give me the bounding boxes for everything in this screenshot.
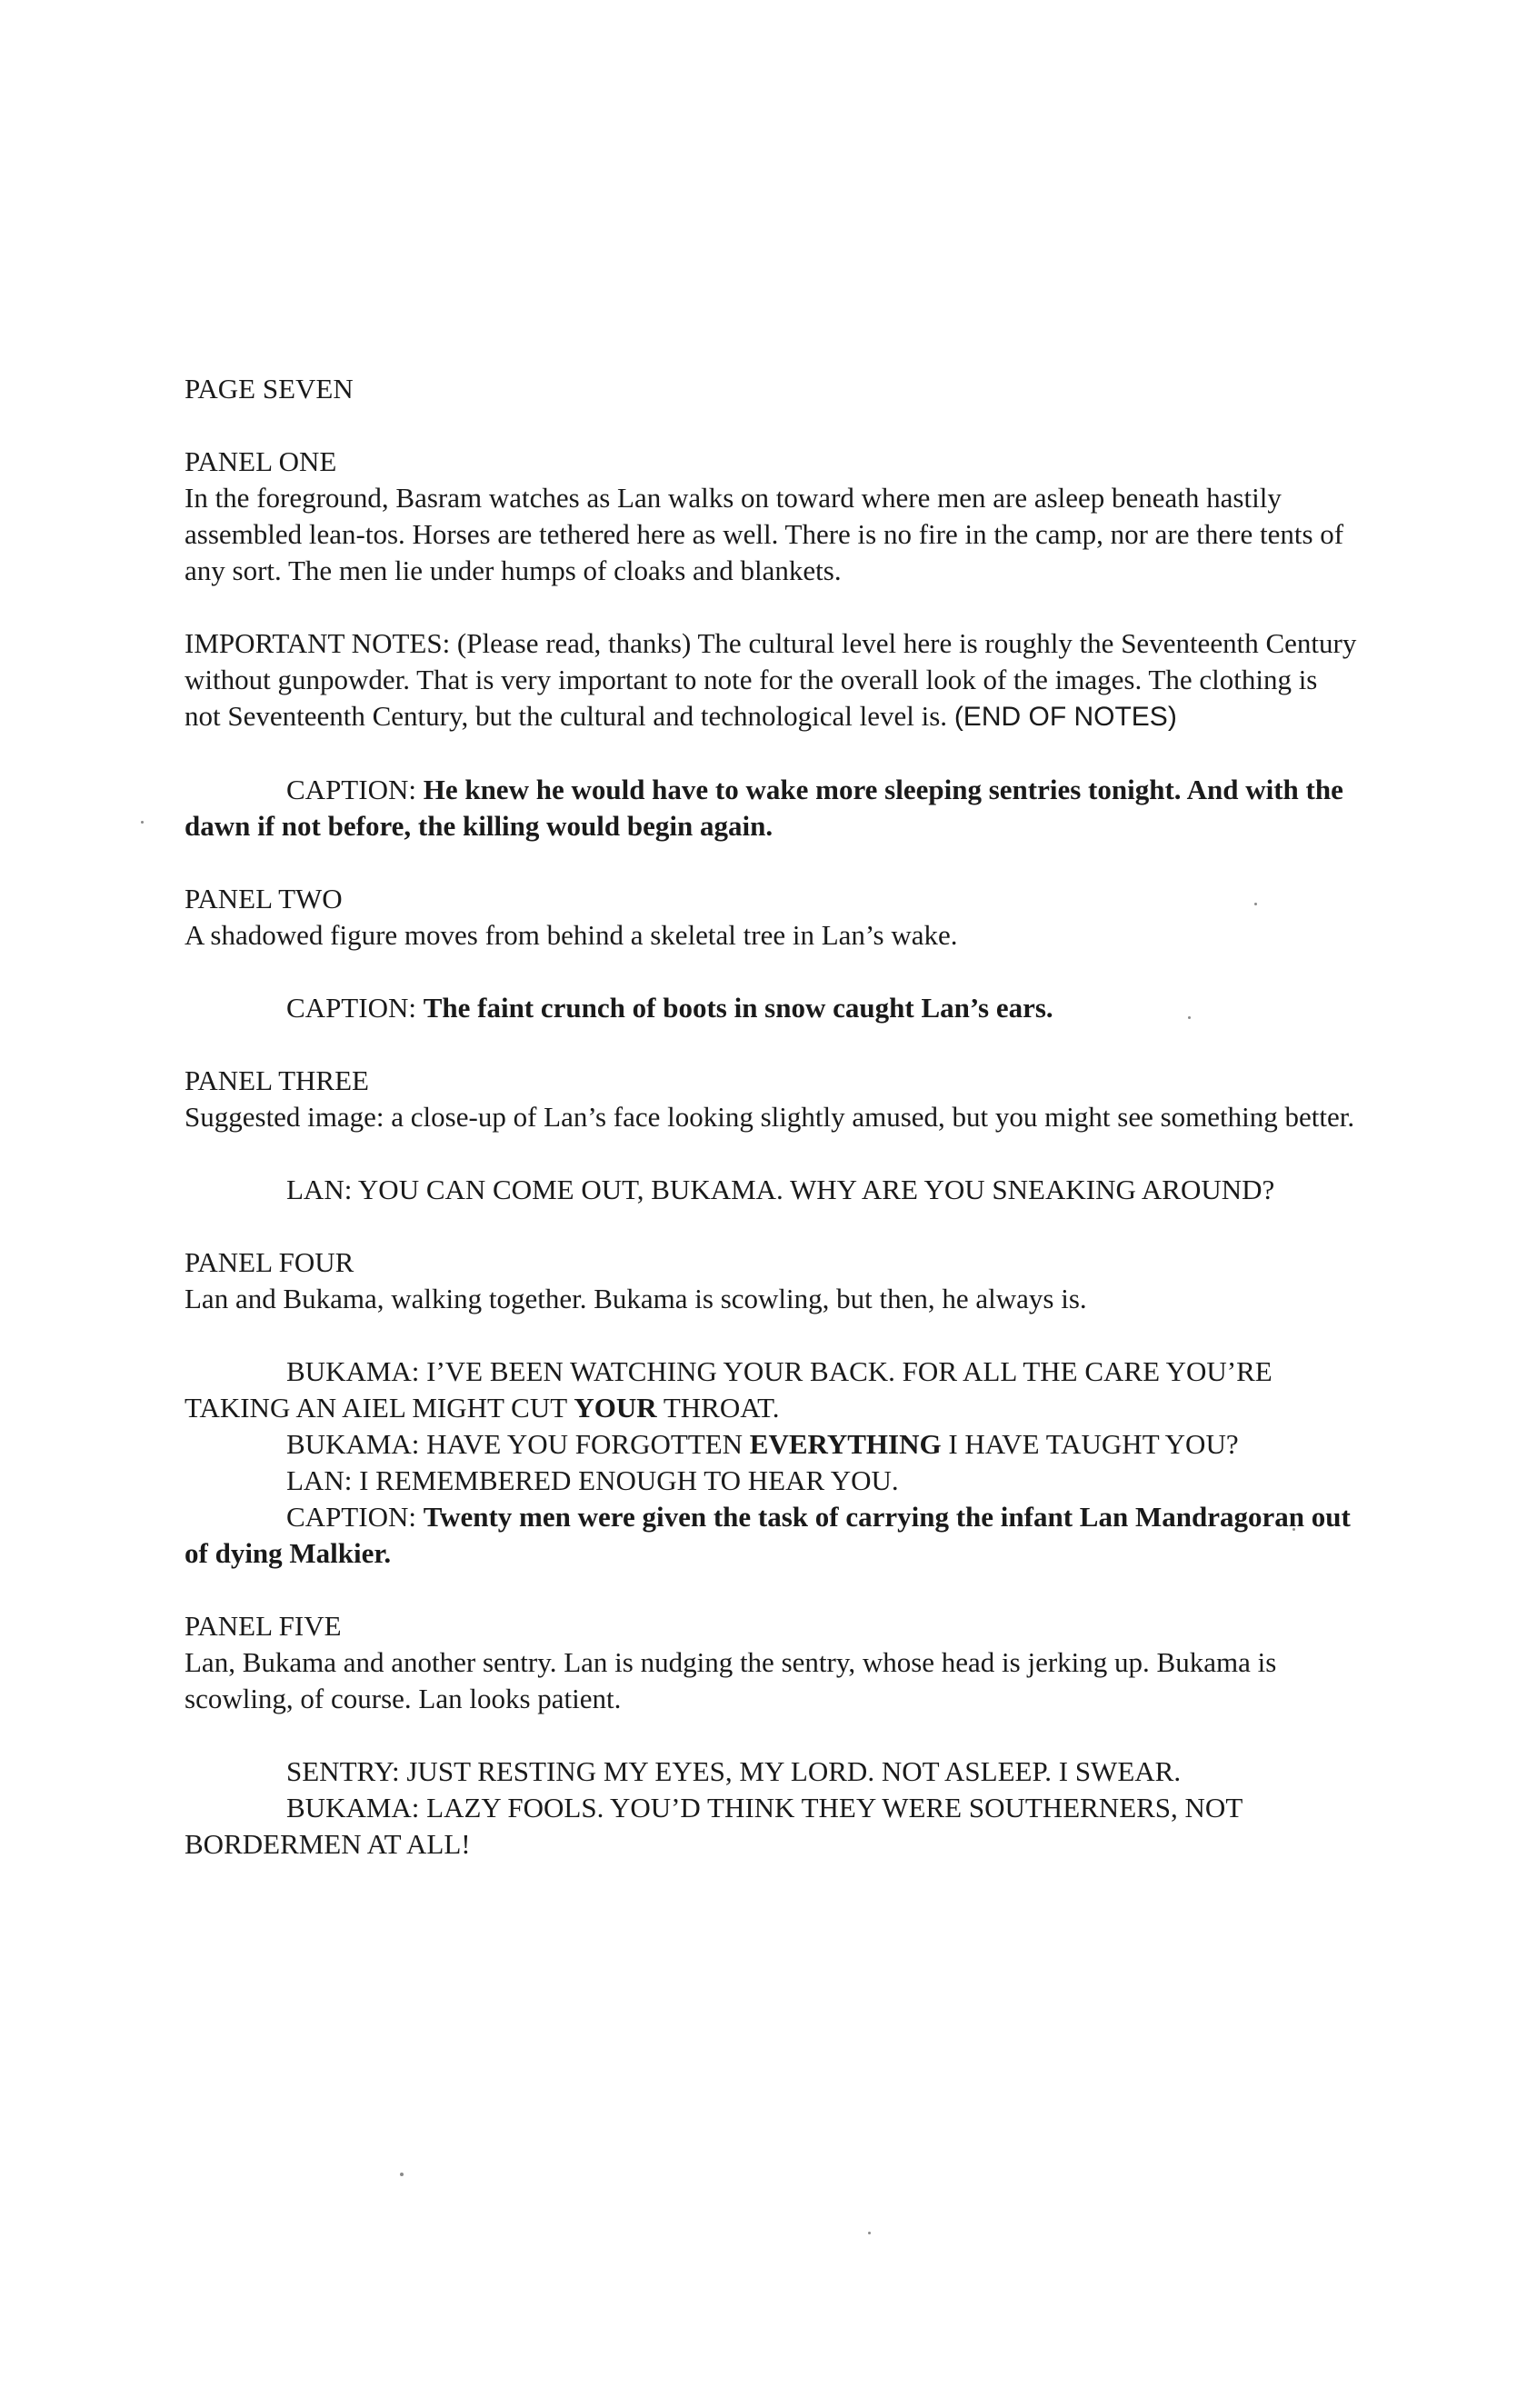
panel-three-description: Suggested image: a close-up of Lan’s face looking slightly amused, but you might see something better. [185,1101,1355,1133]
panel-three-heading: PANEL THREE [185,1064,369,1096]
panel-four-dialogue-3: LAN: I REMEMBERED ENOUGH TO HEAR YOU. [286,1464,899,1496]
panel-two-caption [185,990,1357,1026]
caption-text: Twenty men were given the task of carrying the infant Lan Mandragoran out of dying Malkier. [185,1501,1351,1569]
caption-label: CAPTION: [286,992,416,1024]
panel-one-heading: PANEL ONE [185,445,337,477]
dialogue-text: I HAVE TAUGHT YOU? [948,1428,1239,1460]
caption-label: CAPTION: [286,774,416,805]
important-notes-text: IMPORTANT NOTES: (Please read, thanks) The cultural level here is roughly the Seventeenth Century without gunpowder. That is very important to note for the overall look of the images. The clothing is not Seventeenth Century, but the cultural and technological level is. [185,627,1357,732]
important-notes-end: (END OF NOTES) [953,702,1177,732]
panel-four-description: Lan and Bukama, walking together. Bukama is scowling, but then, he always is. [185,1283,1087,1314]
panel-one-description: In the foreground, Basram watches as Lan walks on toward where men are asleep beneath hastily assembled lean-tos. Horses are tethered here as well. There is no fire in the camp, nor are there tents of any sort. The men lie under humps of cloaks and blankets. [185,482,1344,586]
panel-five-description: Lan, Bukama and another sentry. Lan is nudging the sentry, whose head is jerking up. Bukama is scowling, of course. Lan looks patient. [185,1646,1277,1714]
dialogue-text: THROAT. [663,1392,780,1424]
panel-two-heading: PANEL TWO [185,883,343,914]
panel-four-caption [185,1499,1357,1572]
dialogue-text: BUKAMA: I’VE BEEN WATCHING YOUR BACK. FOR ALL THE CARE YOU’RE TAKING AN AIEL MIGHT CUT [185,1355,1272,1424]
caption-text: The faint crunch of boots in snow caught Lan’s ears. [423,992,1053,1024]
important-notes [185,625,1357,735]
caption-text: He knew he would have to wake more sleeping sentries tonight. And with the dawn if not before, the killing would begin again. [185,774,1343,842]
dialogue-text: BUKAMA: HAVE YOU FORGOTTEN [286,1428,744,1460]
panel-four-heading: PANEL FOUR [185,1246,354,1278]
page-title: PAGE SEVEN [185,373,354,405]
caption-label: CAPTION: [286,1501,416,1533]
panel-five-heading: PANEL FIVE [185,1610,342,1642]
script-content [185,371,1357,1863]
dialogue-emphasis: YOUR [574,1392,657,1424]
scan-speck [400,2173,404,2176]
panel-one-caption [185,772,1357,844]
panel-five-dialogue-2: BUKAMA: LAZY FOOLS. YOU’D THINK THEY WERE SOUTHERNERS, NOT BORDERMEN AT ALL! [185,1792,1243,1860]
panel-four-dialogue-2 [185,1426,1357,1463]
panel-five-dialogue-1: SENTRY: JUST RESTING MY EYES, MY LORD. NOT ASLEEP. I SWEAR. [286,1755,1182,1787]
panel-four-dialogue-1 [185,1354,1357,1426]
dialogue-emphasis: EVERYTHING [749,1428,942,1460]
scan-speck [868,2232,871,2234]
scan-speck [141,821,144,824]
panel-three-dialogue: LAN: YOU CAN COME OUT, BUKAMA. WHY ARE YOU SNEAKING AROUND? [286,1174,1275,1205]
panel-two-description: A shadowed figure moves from behind a skeletal tree in Lan’s wake. [185,919,958,951]
